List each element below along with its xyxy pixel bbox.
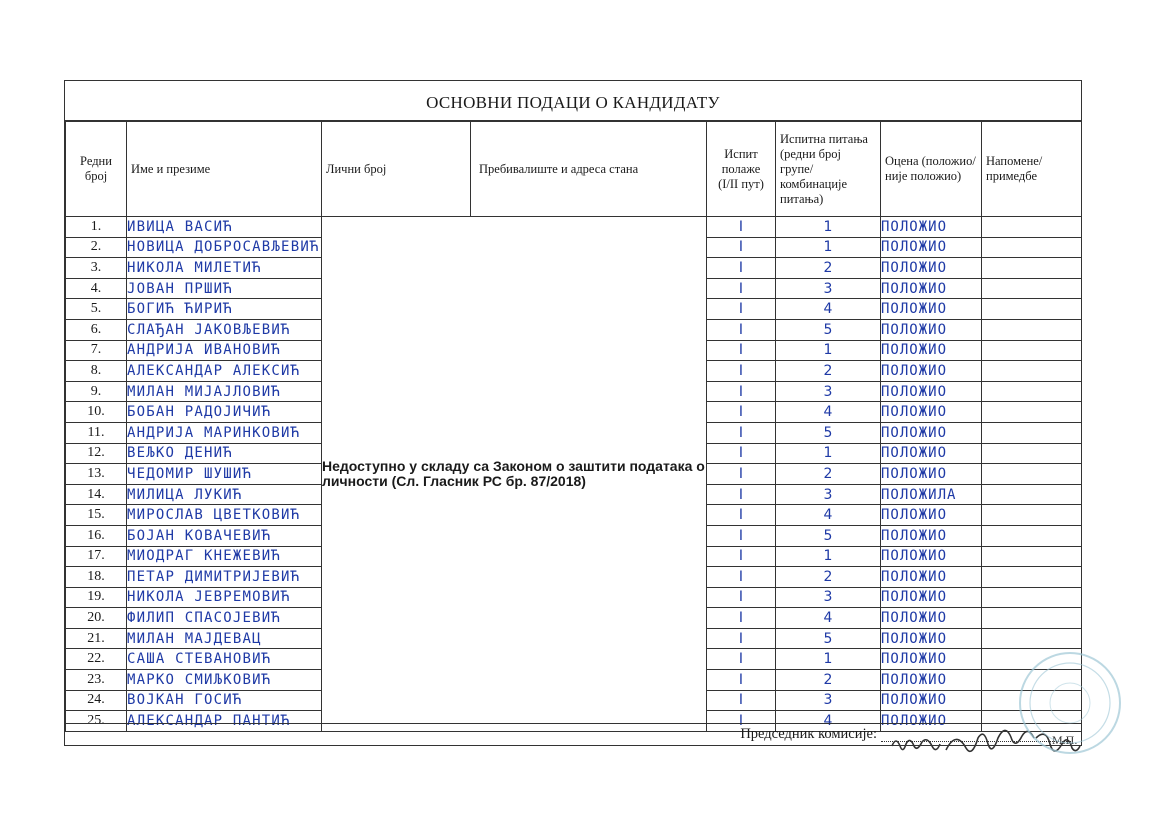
row-number: 19. xyxy=(66,587,127,608)
header-notes: Напомене/ примедбе xyxy=(982,122,1082,217)
candidate-name: МИЛАН МАЈДЕВАЦ xyxy=(127,628,322,649)
notes-cell xyxy=(982,237,1082,258)
row-number: 9. xyxy=(66,381,127,402)
grade-value: ПОЛОЖИО xyxy=(881,299,982,320)
attempt-value: I xyxy=(707,464,776,485)
question-group: 1 xyxy=(776,237,881,258)
attempt-value: I xyxy=(707,628,776,649)
grade-value: ПОЛОЖИО xyxy=(881,587,982,608)
grade-value: ПОЛОЖИО xyxy=(881,422,982,443)
attempt-value: I xyxy=(707,525,776,546)
notes-cell xyxy=(982,278,1082,299)
notes-cell xyxy=(982,587,1082,608)
notes-cell xyxy=(982,340,1082,361)
row-number: 18. xyxy=(66,567,127,588)
question-group: 4 xyxy=(776,608,881,629)
chair-label: Председник комисије: xyxy=(740,726,877,742)
attempt-value: I xyxy=(707,690,776,711)
privacy-note: Недоступно у складу са Законом о заштити података о личности (Сл. Гласник РС бр. 87/2018) xyxy=(322,217,707,732)
notes-cell xyxy=(982,628,1082,649)
attempt-value: I xyxy=(707,299,776,320)
candidate-name: БОЈАН КОВАЧЕВИЋ xyxy=(127,525,322,546)
row-number: 5. xyxy=(66,299,127,320)
question-group: 3 xyxy=(776,690,881,711)
notes-cell xyxy=(982,319,1082,340)
row-number: 21. xyxy=(66,628,127,649)
notes-cell xyxy=(982,422,1082,443)
candidate-name: НИКОЛА ЈЕВРЕМОВИЋ xyxy=(127,587,322,608)
attempt-value: I xyxy=(707,319,776,340)
attempt-value: I xyxy=(707,587,776,608)
header-num: Редни број xyxy=(66,122,127,217)
header-row xyxy=(66,122,1082,217)
question-group: 3 xyxy=(776,381,881,402)
header-name: Име и презиме xyxy=(127,122,322,217)
attempt-value: I xyxy=(707,361,776,382)
attempt-value: I xyxy=(707,711,776,732)
question-group: 4 xyxy=(776,711,881,732)
notes-cell xyxy=(982,546,1082,567)
notes-cell xyxy=(982,484,1082,505)
candidates-table xyxy=(65,121,1082,732)
header-attempt: Испит полаже (I/II пут) xyxy=(707,122,776,217)
candidate-name: ИВИЦА ВАСИЋ xyxy=(127,217,322,238)
row-number: 15. xyxy=(66,505,127,526)
attempt-value: I xyxy=(707,340,776,361)
notes-cell xyxy=(982,464,1082,485)
attempt-value: I xyxy=(707,443,776,464)
row-number: 16. xyxy=(66,525,127,546)
row-number: 3. xyxy=(66,258,127,279)
attempt-value: I xyxy=(707,217,776,238)
candidate-name: МИОДРАГ КНЕЖЕВИЋ xyxy=(127,546,322,567)
notes-cell xyxy=(982,299,1082,320)
header-grade: Оцена (положио/ није положио) xyxy=(881,122,982,217)
candidate-name: ЈОВАН ПРШИЋ xyxy=(127,278,322,299)
row-number: 24. xyxy=(66,690,127,711)
grade-value: ПОЛОЖИО xyxy=(881,567,982,588)
table-row xyxy=(66,217,1082,238)
row-number: 2. xyxy=(66,237,127,258)
row-number: 17. xyxy=(66,546,127,567)
question-group: 4 xyxy=(776,505,881,526)
grade-value: ПОЛОЖИО xyxy=(881,237,982,258)
notes-cell xyxy=(982,217,1082,238)
attempt-value: I xyxy=(707,670,776,691)
notes-cell xyxy=(982,525,1082,546)
candidate-name: НИКОЛА МИЛЕТИЋ xyxy=(127,258,322,279)
candidate-name: АЛЕКСАНДАР ПАНТИЋ xyxy=(127,711,322,732)
official-stamp xyxy=(1015,648,1125,758)
grade-value: ПОЛОЖИО xyxy=(881,258,982,279)
attempt-value: I xyxy=(707,546,776,567)
question-group: 2 xyxy=(776,567,881,588)
question-group: 3 xyxy=(776,484,881,505)
attempt-value: I xyxy=(707,278,776,299)
header-address: Пребивалиште и адреса стана xyxy=(471,122,707,217)
row-number: 20. xyxy=(66,608,127,629)
question-group: 5 xyxy=(776,525,881,546)
notes-cell xyxy=(982,567,1082,588)
table-body xyxy=(66,217,1082,732)
candidate-name: САША СТЕВАНОВИЋ xyxy=(127,649,322,670)
candidate-form xyxy=(64,80,1082,746)
header-id: Лични број xyxy=(322,122,471,217)
question-group: 5 xyxy=(776,422,881,443)
question-group: 3 xyxy=(776,587,881,608)
header-questions: Испитна питања (редни број групе/ комбинације питања) xyxy=(776,122,881,217)
row-number: 22. xyxy=(66,649,127,670)
grade-value: ПОЛОЖИО xyxy=(881,443,982,464)
notes-cell xyxy=(982,608,1082,629)
question-group: 5 xyxy=(776,319,881,340)
candidate-name: МАРКО СМИЉКОВИЋ xyxy=(127,670,322,691)
form-title: ОСНОВНИ ПОДАЦИ О КАНДИДАТУ xyxy=(65,81,1081,121)
row-number: 25. xyxy=(66,711,127,732)
row-number: 10. xyxy=(66,402,127,423)
initials-text: М.П. xyxy=(1052,733,1078,747)
question-group: 1 xyxy=(776,443,881,464)
row-number: 23. xyxy=(66,670,127,691)
notes-cell xyxy=(982,402,1082,423)
attempt-value: I xyxy=(707,237,776,258)
row-number: 13. xyxy=(66,464,127,485)
candidate-name: БОБАН РАДОЈИЧИЋ xyxy=(127,402,322,423)
row-number: 14. xyxy=(66,484,127,505)
question-group: 2 xyxy=(776,464,881,485)
candidate-name: МИЛАН МИЈАЈЛОВИЋ xyxy=(127,381,322,402)
question-group: 4 xyxy=(776,402,881,423)
grade-value: ПОЛОЖИЛА xyxy=(881,484,982,505)
grade-value: ПОЛОЖИО xyxy=(881,340,982,361)
candidate-name: ВЕЉКО ДЕНИЋ xyxy=(127,443,322,464)
grade-value: ПОЛОЖИО xyxy=(881,525,982,546)
attempt-value: I xyxy=(707,567,776,588)
question-group: 1 xyxy=(776,340,881,361)
question-group: 4 xyxy=(776,299,881,320)
candidate-name: ПЕТАР ДИМИТРИЈЕВИЋ xyxy=(127,567,322,588)
question-group: 1 xyxy=(776,546,881,567)
grade-value: ПОЛОЖИО xyxy=(881,670,982,691)
attempt-value: I xyxy=(707,402,776,423)
notes-cell xyxy=(982,361,1082,382)
grade-value: ПОЛОЖИО xyxy=(881,464,982,485)
attempt-value: I xyxy=(707,608,776,629)
candidate-name: АНДРИЈА ИВАНОВИЋ xyxy=(127,340,322,361)
candidate-name: БОГИЋ ЋИРИЋ xyxy=(127,299,322,320)
notes-cell xyxy=(982,258,1082,279)
candidate-name: АНДРИЈА МАРИНКОВИЋ xyxy=(127,422,322,443)
grade-value: ПОЛОЖИО xyxy=(881,546,982,567)
grade-value: ПОЛОЖИО xyxy=(881,361,982,382)
attempt-value: I xyxy=(707,649,776,670)
question-group: 2 xyxy=(776,670,881,691)
question-group: 2 xyxy=(776,361,881,382)
attempt-value: I xyxy=(707,258,776,279)
grade-value: ПОЛОЖИО xyxy=(881,711,982,732)
question-group: 1 xyxy=(776,217,881,238)
attempt-value: I xyxy=(707,422,776,443)
grade-value: ПОЛОЖИО xyxy=(881,690,982,711)
row-number: 6. xyxy=(66,319,127,340)
grade-value: ПОЛОЖИО xyxy=(881,217,982,238)
row-number: 11. xyxy=(66,422,127,443)
row-number: 7. xyxy=(66,340,127,361)
candidate-name: ВОЈКАН ГОСИЋ xyxy=(127,690,322,711)
candidate-name: АЛЕКСАНДАР АЛЕКСИЋ xyxy=(127,361,322,382)
grade-value: ПОЛОЖИО xyxy=(881,381,982,402)
grade-value: ПОЛОЖИО xyxy=(881,319,982,340)
candidate-name: СЛАЂАН ЈАКОВЉЕВИЋ xyxy=(127,319,322,340)
question-group: 1 xyxy=(776,649,881,670)
grade-value: ПОЛОЖИО xyxy=(881,608,982,629)
row-number: 1. xyxy=(66,217,127,238)
candidate-name: НОВИЦА ДОБРОСАВЉЕВИЋ xyxy=(127,237,322,258)
grade-value: ПОЛОЖИО xyxy=(881,505,982,526)
candidate-name: ФИЛИП СПАСОЈЕВИЋ xyxy=(127,608,322,629)
candidate-name: МИРОСЛАВ ЦВЕТКОВИЋ xyxy=(127,505,322,526)
row-number: 8. xyxy=(66,361,127,382)
grade-value: ПОЛОЖИО xyxy=(881,649,982,670)
notes-cell xyxy=(982,505,1082,526)
notes-cell xyxy=(982,443,1082,464)
question-group: 3 xyxy=(776,278,881,299)
candidate-name: МИЛИЦА ЛУКИЋ xyxy=(127,484,322,505)
attempt-value: I xyxy=(707,505,776,526)
grade-value: ПОЛОЖИО xyxy=(881,628,982,649)
attempt-value: I xyxy=(707,381,776,402)
question-group: 2 xyxy=(776,258,881,279)
row-number: 12. xyxy=(66,443,127,464)
row-number: 4. xyxy=(66,278,127,299)
candidate-name: ЧЕДОМИР ШУШИЋ xyxy=(127,464,322,485)
question-group: 5 xyxy=(776,628,881,649)
grade-value: ПОЛОЖИО xyxy=(881,278,982,299)
grade-value: ПОЛОЖИО xyxy=(881,402,982,423)
notes-cell xyxy=(982,381,1082,402)
attempt-value: I xyxy=(707,484,776,505)
